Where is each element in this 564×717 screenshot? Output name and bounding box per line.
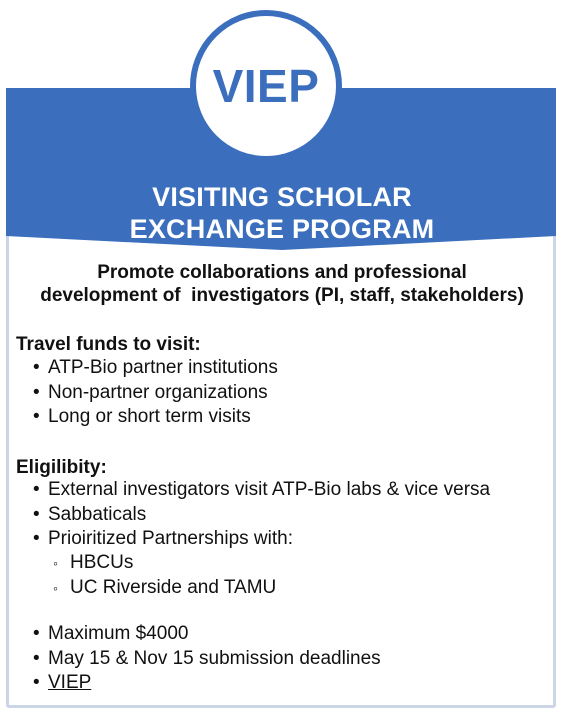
list-item: • External investigators visit ATP-Bio labs & vice versa — [16, 478, 490, 503]
bullet-icon: • — [33, 479, 40, 500]
eligibility-list — [16, 478, 490, 552]
list-item: • ATP-Bio partner institutions — [16, 356, 278, 381]
list-item: • Maximum $4000 — [16, 622, 381, 647]
bullet-icon: • — [33, 406, 40, 427]
bullet-icon: • — [33, 528, 40, 549]
viep-badge — [190, 10, 342, 162]
travel-heading: Travel funds to visit: — [16, 334, 201, 355]
details-list — [16, 622, 381, 696]
list-item — [16, 671, 381, 696]
viep-link[interactable]: VIEP — [48, 672, 92, 693]
bullet-icon: • — [33, 381, 40, 403]
bullet-icon: • — [33, 647, 40, 669]
bullet-icon: • — [33, 503, 40, 525]
list-item: ◦ HBCUs — [16, 551, 276, 576]
partnership-sublist — [16, 551, 276, 600]
list-item: • May 15 & Nov 15 submission deadlines — [16, 647, 381, 672]
intro-line2: development of investigators (PI, staff, stakeholders) — [40, 285, 524, 306]
list-item: ◦ UC Riverside and TAMU — [16, 576, 276, 601]
badge-label: VIEP — [212, 60, 320, 112]
travel-list — [16, 356, 278, 430]
hollow-bullet-icon: ◦ — [53, 579, 58, 596]
list-item: • Sabbaticals — [16, 503, 490, 528]
banner-title-line2: EXCHANGE PROGRAM — [129, 214, 435, 244]
hollow-bullet-icon: ◦ — [53, 555, 58, 571]
bullet-icon: • — [33, 672, 40, 693]
bullet-icon: • — [33, 623, 40, 644]
banner-title-line1: VISITING SCHOLAR — [152, 182, 412, 212]
intro-line1: Promote collaborations and professional — [97, 262, 467, 283]
list-item: • Prioiritized Partnerships with: — [16, 527, 490, 552]
bullet-icon: • — [33, 357, 40, 378]
eligibility-heading: Eligilibity: — [16, 457, 107, 478]
list-item: • Non-partner organizations — [16, 381, 278, 406]
intro-text — [14, 261, 550, 307]
list-item: • Long or short term visits — [16, 405, 278, 430]
